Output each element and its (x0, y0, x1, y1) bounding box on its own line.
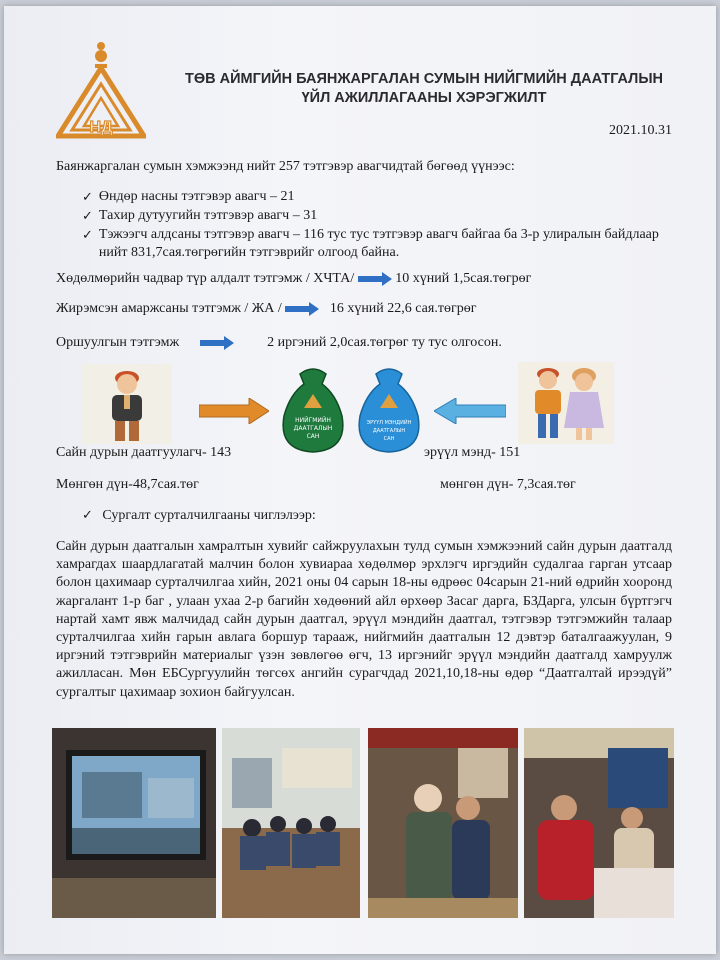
benefit-value: 2 иргэний 2,0сая.төгрөг ту тус олгосон. (267, 335, 502, 350)
pension-list (82, 188, 682, 262)
photo-online-training-screen (52, 728, 216, 918)
checkmark-icon: ✓ (82, 507, 93, 522)
benefit-row-temporary-disability (56, 270, 531, 288)
health-insured-count: эрүүл мэнд- 151 (424, 445, 521, 460)
title-line-2: ҮЙЛ АЖИЛЛАГААНЫ ХЭРЭГЖИЛТ (301, 90, 547, 106)
arrow-left-blue-icon (434, 398, 506, 424)
arrow-right-icon (358, 272, 392, 286)
svg-text:ДААТГАЛЫН: ДААТГАЛЫН (372, 428, 406, 434)
training-heading: ✓ Сургалт сурталчилгааны чиглэлээр: (82, 507, 316, 523)
insured-couple-illustration (518, 362, 614, 444)
benefit-value: 10 хүний 1,5сая.төгрөг (395, 271, 532, 286)
checkmark-icon: ✓ (82, 227, 93, 242)
list-item: ✓ Тэжээгч алдсаны тэтгэвэр авагч – 116 тус тус тэтгэвэр авагч байгаа ба 3-р улиралын байдлаар нийт 831,7сая.төгрөгийн тэтгэврийг олгоод байна. (82, 227, 659, 260)
document-sheet (4, 6, 716, 954)
intro-text: Баянжаргалан сумын хэмжээнд нийт 257 тэтгэвэр авагчидтай бөгөөд үүнээс: (56, 159, 515, 174)
health-insurance-fund-bag-icon (354, 364, 424, 456)
benefit-row-funeral (56, 334, 502, 352)
training-paragraph: Сайн дурын даатгалын хамралтын хувийг сайжруулахын тулд сумын хэмжээний сайн дурын даатгалд хамрагдах шаардлагатай малчин болон хувиараа хөдөлмөр эрхлэгч иргэдийн судалгаа гарган утсаар болон цахимаар сурталчилгаа хийн, 2021 оны 04 сарын 18-ны өдрөөс 04сарын 21-ний өдрийн хооронд жаргалант 1-р баг , улаан ухаа 2-р багийн хөдөөний айл өрхөөр Засаг дарга, БЗДарга, улсын бүртгэгч нартай хамт явж малчидад сайн дурын даатгал, эрүүл мэндийн даатгал, тэтгэвэр тэтгэмжийн талаар сурталчилгаа хийн гарын авлага боршур тарааж, нийгмийн даатгалын 12 дэвтэр баталгаажуулан, 9 иргэний тэтгэврийн материалыг үзэн зөвлөгөө өгч, 13 иргэнийг эрүүл мэндийн даатгалд хамруулж ажилласан. Мөн ЕБСургуулийн төгсөх ангийн сурагчдад 2021,10,18-ны өдөр “Даатгалтай ирээдүй” сургалтыг цахимаар зохион байгуулсан. (56, 539, 672, 700)
svg-text:САН: САН (383, 436, 395, 442)
insured-man-illustration (82, 364, 172, 444)
benefit-label: Хөдөлмөрийн чадвар түр алдалт тэтгэмж / ХЧТА/ (56, 271, 355, 286)
title-line-1: ТӨВ АЙМГИЙН БАЯНЖАРГАЛАН СУМЫН НИЙГМИЙН ДААТГАЛЫН (185, 71, 663, 87)
svg-text:ДААТГАЛЫН: ДААТГАЛЫН (293, 425, 333, 432)
report-date: 2021.10.31 (609, 123, 672, 138)
photo-classroom (222, 728, 360, 918)
arrow-right-icon (285, 302, 319, 316)
benefit-row-maternity (56, 300, 476, 318)
svg-text:ЭРҮҮЛ МЭНДИЙН: ЭРҮҮЛ МЭНДИЙН (366, 420, 412, 426)
voluntary-money: Мөнгөн дүн-48,7сая.төг (56, 477, 199, 492)
checkmark-icon: ✓ (82, 208, 93, 223)
arrow-right-icon (200, 336, 234, 350)
benefit-label: Жирэмсэн амаржсаны тэтгэмж / ЖА / (56, 301, 282, 316)
checkmark-icon: ✓ (82, 189, 93, 204)
voluntary-insured-count: Сайн дурын даатгуулагч- 143 (56, 445, 232, 460)
social-insurance-logo (56, 40, 146, 140)
photo-ger-visit (368, 728, 518, 918)
logo-text: НД (89, 119, 113, 136)
photo-consultation (524, 728, 674, 918)
benefit-value: 16 хүний 22,6 сая.төгрөг (329, 301, 477, 316)
health-money: мөнгөн дүн- 7,3сая.төг (440, 477, 576, 492)
svg-text:НИЙГМИЙН: НИЙГМИЙН (295, 417, 331, 424)
list-item: ✓ Тахир дутуугийн тэтгэвэр авагч – 31 (82, 208, 318, 223)
benefit-label: Оршуулгын тэтгэмж (56, 335, 180, 350)
social-insurance-fund-bag-icon (276, 364, 350, 456)
svg-text:САН: САН (306, 433, 320, 440)
list-item: ✓ Өндөр насны тэтгэвэр авагч – 21 (82, 189, 295, 204)
arrow-right-orange-icon (199, 398, 269, 424)
